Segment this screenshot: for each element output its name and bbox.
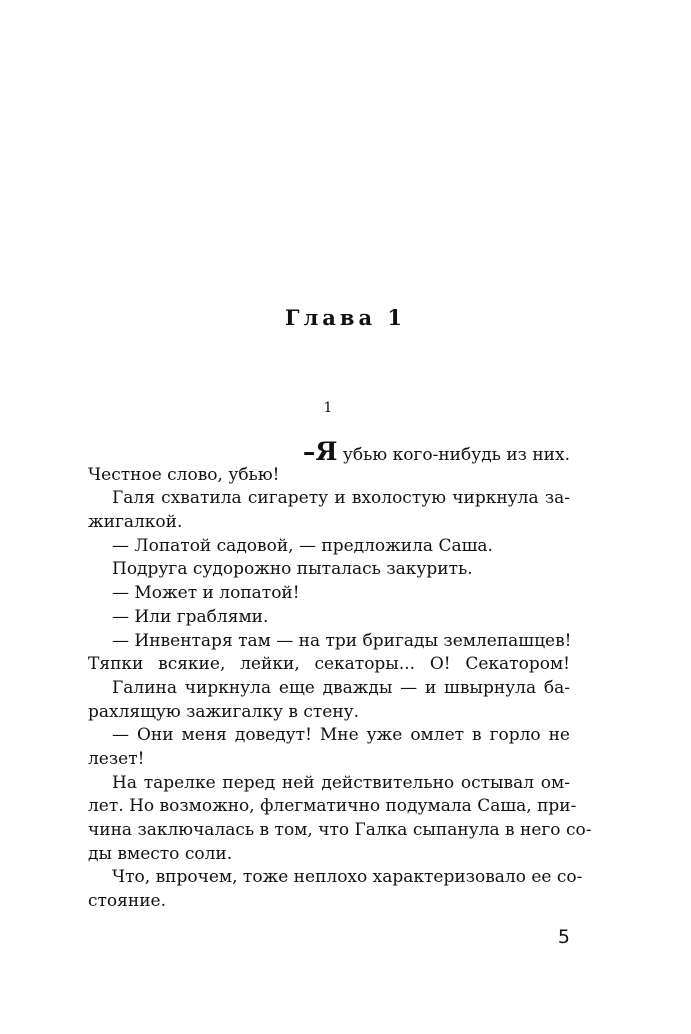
- text-line: лезет!: [88, 748, 145, 769]
- text-line: — Они меня доведут! Мне уже омлет в горло не: [112, 725, 570, 746]
- text-line: ды вместо соли.: [88, 843, 233, 864]
- text-line: стояние.: [88, 891, 167, 912]
- text-line: лет. Но возможно, флегматично подумала Саша, при-: [88, 796, 577, 817]
- text-line: чина заключалась в том, что Галка сыпанула в него со-: [88, 820, 592, 840]
- first-line-text: убью кого-нибудь из них.: [337, 445, 570, 465]
- text-line: Честное слово, убью!: [88, 464, 280, 485]
- text-line: [88, 437, 570, 466]
- text-line: рахлящую зажигалку в стену.: [88, 701, 360, 722]
- chapter-title: Глава 1: [284, 305, 407, 330]
- text-body: [88, 437, 592, 914]
- text-line: Тяпки всякие, лейки, секаторы... О! Секатором!: [88, 654, 570, 675]
- section-number: 1: [323, 400, 333, 416]
- text-line: На тарелке перед ней действительно остывал ом-: [112, 772, 570, 793]
- text-line: — Лопатой садовой, — предложила Саша.: [112, 535, 493, 556]
- text-line: — Или граблями.: [112, 606, 269, 627]
- text-line: Галина чиркнула еще дважды — и швырнула ба-: [112, 677, 570, 698]
- text-line: Подруга судорожно пыталась закурить.: [112, 559, 473, 580]
- text-line: Что, впрочем, тоже неплохо характеризовало ее со-: [112, 867, 583, 888]
- text-line: Галя схватила сигарету и вхолостую чиркнула за-: [112, 488, 570, 509]
- text-line: — Может и лопатой!: [112, 583, 300, 604]
- dropcap: –Я: [302, 437, 338, 466]
- text-line: жигалкой.: [88, 512, 183, 533]
- text-line: — Инвентаря там — на три бригады землепашцев!: [112, 630, 572, 651]
- page-number: 5: [557, 926, 570, 948]
